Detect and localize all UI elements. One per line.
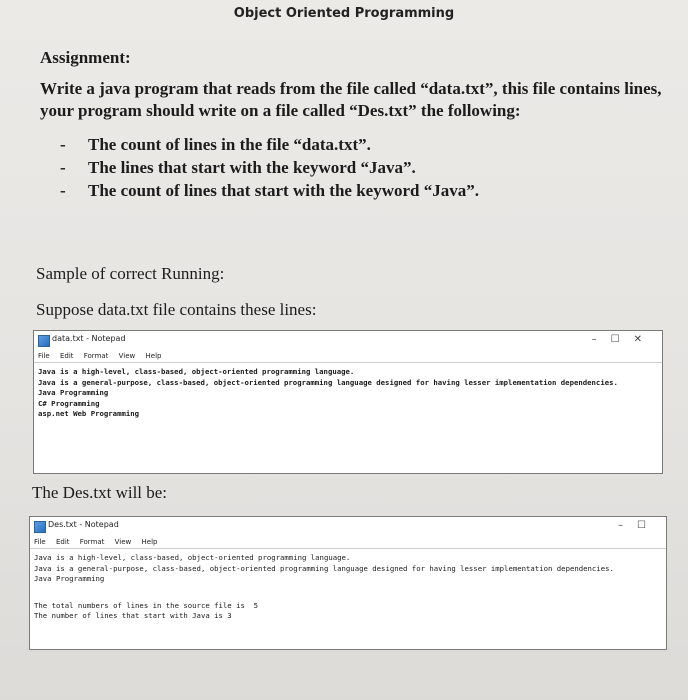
suppose-text: Suppose data.txt file contains these lines:	[36, 300, 317, 319]
notepad-titlebar	[30, 517, 666, 536]
notepad-window-des	[29, 516, 667, 650]
menu-format[interactable]: Format	[79, 538, 105, 546]
minimize-icon[interactable]: –	[618, 520, 638, 531]
list-item-text: The count of lines in the file “data.txt”.	[88, 135, 371, 154]
list-item	[60, 157, 620, 179]
sample-heading: Sample of correct Running:	[36, 264, 225, 283]
text-line: Java Programming	[38, 388, 109, 397]
requirements-list	[60, 134, 620, 203]
list-item-text: The count of lines that start with the keyword “Java”.	[88, 181, 479, 200]
menu-view[interactable]: View	[118, 352, 136, 360]
bullet-dash: -	[60, 158, 66, 177]
notepad-menubar	[30, 536, 666, 549]
summary-line: The total numbers of lines in the source file is 5	[34, 600, 259, 610]
notepad-title: Des.txt - Notepad	[48, 520, 119, 529]
window-controls	[592, 334, 656, 345]
des-heading: The Des.txt will be:	[32, 483, 168, 502]
text-line: Java is a general-purpose, class-based, object-oriented programming language designed for having lesser implementation dependencies.	[34, 563, 614, 573]
menu-view[interactable]: View	[114, 538, 132, 546]
notepad-title: data.txt - Notepad	[52, 334, 126, 343]
menu-help[interactable]: Help	[141, 538, 158, 546]
list-item-text: The lines that start with the keyword “Java”.	[88, 158, 416, 177]
text-line: Java is a general-purpose, class-based, object-oriented programming language designed for having lesser implementation dependencies.	[38, 377, 618, 387]
maximize-icon[interactable]: ☐	[637, 520, 660, 531]
close-icon[interactable]: ✕	[633, 334, 656, 345]
list-item	[60, 134, 620, 156]
notepad-titlebar	[34, 331, 662, 350]
minimize-icon[interactable]: –	[591, 334, 611, 345]
menu-format[interactable]: Format	[83, 352, 109, 360]
bullet-dash: -	[60, 135, 66, 154]
menu-help[interactable]: Help	[145, 352, 162, 360]
notepad-text-area[interactable]	[34, 363, 662, 420]
menu-edit[interactable]: Edit	[59, 352, 74, 360]
text-line: Java is a high-level, class-based, object-oriented programming language.	[34, 553, 351, 562]
text-line: Java is a high-level, class-based, object-oriented programming language.	[38, 367, 355, 376]
window-controls	[618, 520, 660, 531]
notepad-window-data	[33, 330, 663, 474]
header-title: Object Oriented Programming	[233, 6, 455, 21]
menu-edit[interactable]: Edit	[55, 538, 70, 546]
menu-file[interactable]: File	[34, 538, 46, 546]
maximize-icon[interactable]: ☐	[610, 334, 634, 345]
notepad-menubar	[34, 350, 662, 363]
assignment-heading: Assignment:	[40, 48, 131, 67]
assignment-text: Write a java program that reads from the file called “data.txt”, this file contains lines, your program should write on a file called “Des.txt” the following:	[40, 79, 662, 120]
list-item	[60, 180, 620, 202]
notepad-icon	[34, 521, 46, 533]
text-line: C# Programming	[38, 398, 100, 408]
text-line: asp.net Web Programming	[38, 409, 140, 418]
notepad-icon	[38, 335, 50, 347]
notepad-text-area[interactable]	[30, 549, 666, 622]
menu-file[interactable]: File	[38, 352, 50, 360]
text-line: Java Programming	[34, 574, 105, 583]
summary-line: The number of lines that start with Java is 3	[34, 611, 232, 620]
bullet-dash: -	[60, 181, 66, 200]
blank-line	[34, 585, 662, 601]
